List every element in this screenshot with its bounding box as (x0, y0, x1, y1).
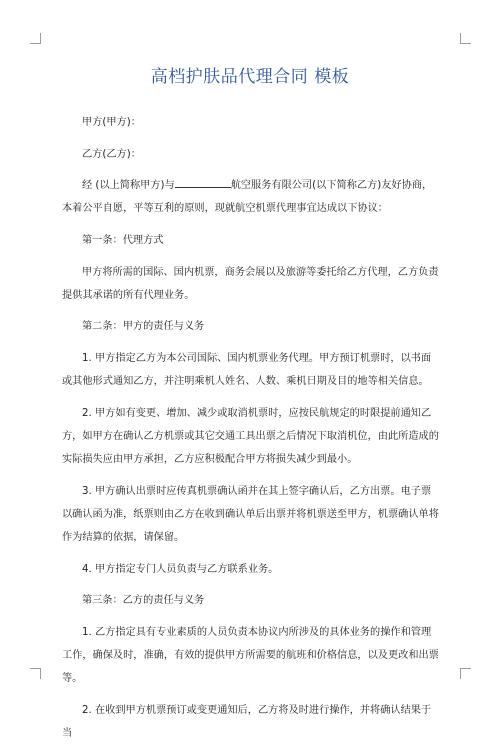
crop-mark-bottom-left (30, 668, 41, 679)
article3-item-1: 1. 乙方指定具有专业素质的人员负责本协议内所涉及的具体业务的操作和管理工作，确保及时，准确，有效的提供甲方所需要的航班和价格信息，以及更改和出票等。 (62, 626, 439, 685)
crop-mark-top-left (30, 33, 41, 44)
intro-text-2: 航空服务有限公司(以下简称乙方)友好协商，本着公平自愿，平等互利的原则，现就航空机票代理事宜达成以下协议： (62, 180, 433, 215)
article2-item-2: 2. 甲方如有变更、增加、减少或取消机票时，应按民航规定的时限提前通知乙方，如甲方在确认乙方机票或其它交通工具出票之后情况下取消机位，由此所造成的实际损失应由甲方承担，乙方应积极配合甲方将损失减少到最小。 (62, 407, 439, 466)
crop-mark-top-right (460, 33, 471, 44)
article2-heading: 第二条：甲方的责任与义务 (82, 321, 205, 333)
article3-item-2: 2. 在收到甲方机票预订或变更通知后，乙方将及时进行操作，并将确认结果于当 (62, 704, 432, 740)
article2-item-4: 4. 甲方指定专门人员负责与乙方联系业务。 (82, 563, 279, 575)
article1-paragraph: 甲方将所需的国际、国内机票，商务会展以及旅游等委托给乙方代理，乙方负责提供其承诺的所有代理业务。 (62, 266, 439, 301)
blank-underline (175, 177, 231, 188)
article3-heading: 第三条：乙方的责任与义务 (82, 595, 205, 607)
crop-mark-bottom-right (460, 668, 471, 679)
party-b-line: 乙方(乙方)： (82, 148, 141, 160)
document-body (62, 111, 440, 754)
article2-item-1: 1. 甲方指定乙方为本公司国际、国内机票业务代理。甲方预订机票时，以书面或其他形式通知乙方，并注明乘机人姓名、人数、乘机日期及目的地等相关信息。 (62, 352, 432, 388)
article2-item-3: 3. 甲方确认出票时应传真机票确认函并在其上签字确认后，乙方出票。电子票以确认函为准，纸票则由乙方在收到确认单后出票并将机票送至甲方，机票确认单将作为结算的依据，请保留。 (62, 485, 439, 544)
intro-paragraph (62, 174, 440, 220)
party-a-line: 甲方(甲方)： (82, 117, 141, 128)
intro-text-1: 经 (以上简称甲方)与 (82, 180, 175, 192)
article1-heading: 第一条：代理方式 (82, 234, 164, 246)
document-title: 高档护肤品代理合同 模板 (150, 67, 350, 87)
